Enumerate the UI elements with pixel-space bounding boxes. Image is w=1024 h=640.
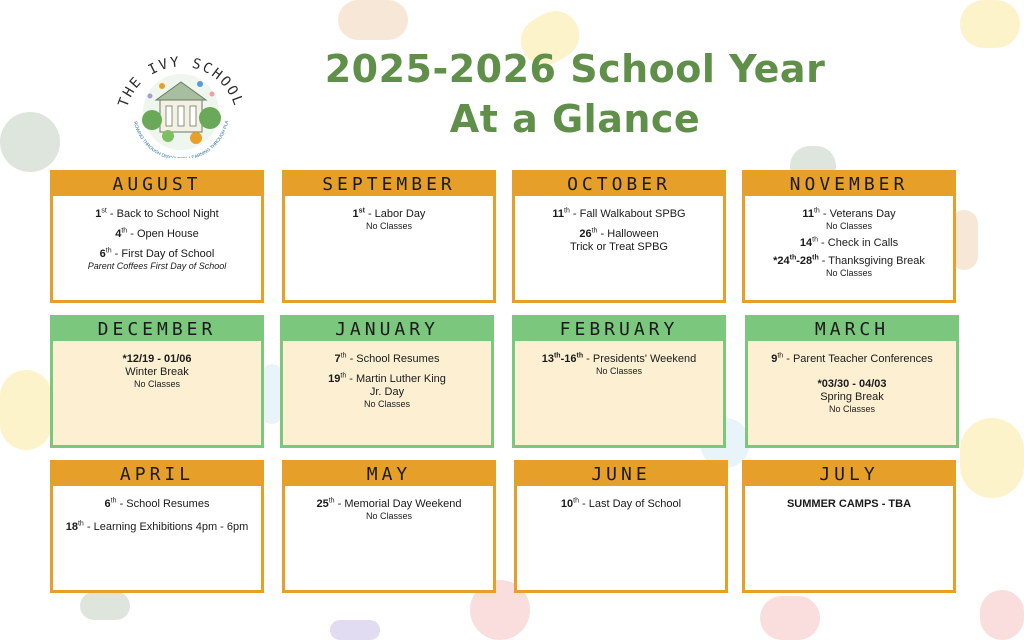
month-card-april — [50, 460, 264, 593]
month-header: MAY — [285, 463, 493, 486]
month-header: NOVEMBER — [745, 173, 953, 196]
month-card-september — [282, 170, 496, 303]
background-blob — [80, 592, 130, 620]
school-logo — [112, 42, 250, 158]
logo-name: THE IVY SCHOOL — [115, 54, 247, 110]
event: 26th - Halloween Trick or Treat SPBG — [569, 227, 668, 253]
month-header: AUGUST — [53, 173, 261, 196]
title-line-2: At a Glance — [449, 97, 701, 141]
month-card-august — [50, 170, 264, 303]
month-card-july — [742, 460, 956, 593]
logo-tagline: ROWING THROUGH DISC LEARNING THROUGH PLA — [132, 120, 230, 158]
background-blob — [0, 112, 60, 172]
background-blob — [262, 364, 282, 424]
event: 6th - School Resumes — [104, 497, 210, 510]
month-header: APRIL — [53, 463, 261, 486]
background-blob — [980, 590, 1024, 640]
event: 6th - First Day of School Parent Coffees First Day of School — [87, 247, 227, 271]
month-card-march — [745, 315, 959, 448]
month-card-january — [280, 315, 494, 448]
background-blob — [330, 620, 380, 640]
event: *03/30 - 04/03 Spring Break No Classes — [817, 378, 887, 414]
month-card-february — [512, 315, 726, 448]
month-header: MARCH — [748, 318, 956, 341]
event: 7th - School Resumes — [334, 352, 440, 365]
event: 9th - Parent Teacher Conferences — [771, 352, 933, 365]
month-card-may — [282, 460, 496, 593]
background-blob — [960, 418, 1024, 498]
month-header: SEPTEMBER — [285, 173, 493, 196]
background-blob — [760, 596, 820, 640]
event: 18th - Learning Exhibitions 4pm - 6pm — [65, 520, 249, 533]
event: 1st - Labor Day No Classes — [352, 207, 426, 231]
event: 19th - Martin Luther King Jr. Day No Classes — [328, 372, 446, 409]
month-card-june — [514, 460, 728, 593]
month-header: DECEMBER — [53, 318, 261, 341]
event: *24th-28th - Thanksgiving Break No Classes — [773, 254, 925, 278]
background-blob — [0, 370, 52, 450]
event: 11th - Fall Walkabout SPBG — [552, 207, 686, 220]
event: 10th - Last Day of School — [560, 497, 682, 510]
month-header: JUNE — [517, 463, 725, 486]
month-header: OCTOBER — [515, 173, 723, 196]
event: 4th - Open House — [115, 227, 199, 240]
background-blob — [338, 0, 408, 40]
event: 11th - Veterans Day No Classes — [802, 207, 896, 231]
event: 13th-16th - Presidents' Weekend No Classes — [541, 352, 697, 376]
event: *12/19 - 01/06 Winter Break No Classes — [122, 353, 192, 389]
month-header: JULY — [745, 463, 953, 486]
title-line-1: 2025-2026 School Year — [324, 47, 826, 91]
event: 14th - Check in Calls — [799, 236, 899, 249]
background-blob — [960, 0, 1020, 48]
month-header: FEBRUARY — [515, 318, 723, 341]
event: SUMMER CAMPS - TBA — [786, 498, 912, 510]
month-card-december — [50, 315, 264, 448]
event: 25th - Memorial Day Weekend No Classes — [316, 497, 462, 521]
month-card-november — [742, 170, 956, 303]
month-header: JANUARY — [283, 318, 491, 341]
event: 1st - Back to School Night — [95, 207, 219, 220]
page-title — [290, 44, 860, 144]
month-card-october — [512, 170, 726, 303]
